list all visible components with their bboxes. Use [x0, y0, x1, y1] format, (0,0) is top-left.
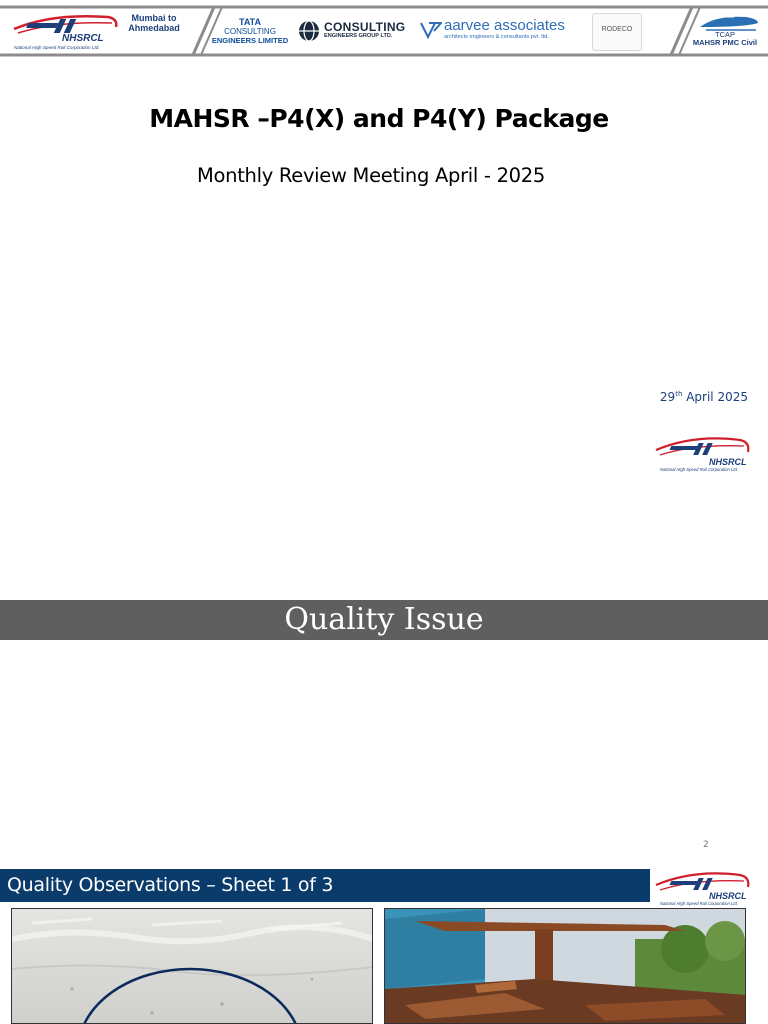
- tata-line-3: ENGINEERS LIMITED: [211, 36, 289, 45]
- globe-icon: [296, 20, 322, 42]
- presentation-date: [660, 390, 748, 404]
- section-title-bar: [0, 600, 768, 640]
- observations-heading: Quality Observations – Sheet 1 of 3: [7, 874, 334, 896]
- steel-girder-photo: [384, 908, 746, 1024]
- rodeco-logo: [592, 13, 642, 51]
- aarvee-line-1: aarvee associates: [444, 17, 565, 34]
- section-title: Quality Issue: [284, 602, 484, 637]
- date-day: 29: [659, 390, 676, 404]
- concrete-surface-photo: [11, 908, 373, 1024]
- nhsrcl-slide3-fullname: National High Speed Rail Corporation Ltd.: [660, 901, 738, 906]
- tcap-line-1: TCAP: [714, 30, 735, 39]
- consulting-line-1: CONSULTING: [324, 20, 406, 34]
- presentation-title: MAHSR –P4(X) and P4(Y) Package: [149, 104, 609, 133]
- tata-line-1: TATA: [239, 17, 261, 27]
- aarvee-mark-icon: [420, 21, 442, 39]
- tcap-line-2: MAHSR PMC Civil: [692, 38, 758, 47]
- date-rest: April 2025: [682, 390, 748, 404]
- date-suffix: th: [675, 390, 683, 398]
- consulting-line-2: ENGINEERS GROUP LTD.: [324, 33, 393, 39]
- tata-line-2: CONSULTING: [224, 27, 276, 36]
- nhsrcl-header-name: NHSRCL: [62, 33, 104, 44]
- nhsrcl-slide-name: NHSRCL: [709, 457, 747, 467]
- nhsrcl-header-fullname: National High Speed Rail Corporation Ltd.: [14, 45, 100, 50]
- route-line-1: Mumbai to: [131, 13, 177, 23]
- partner-logo-strip: [0, 0, 768, 58]
- tata-consulting-logo: [202, 18, 298, 45]
- route-label: [122, 13, 186, 33]
- page-number: 2: [703, 840, 709, 850]
- nhsrcl-slide3-name: NHSRCL: [709, 891, 747, 901]
- steel-girder-image: [385, 909, 746, 1024]
- aarvee-line-2: architects engineers & consultants pvt. ltd.: [444, 34, 549, 40]
- observations-heading-bar: [0, 869, 650, 902]
- nhsrcl-slide-fullname: National High Speed Rail Corporation Ltd.: [660, 467, 738, 472]
- route-line-2: Ahmedabad: [128, 23, 180, 33]
- rodeco-name: RODECO: [601, 26, 633, 33]
- concrete-surface-image: [12, 909, 373, 1024]
- presentation-subtitle: Monthly Review Meeting April - 2025: [197, 164, 545, 187]
